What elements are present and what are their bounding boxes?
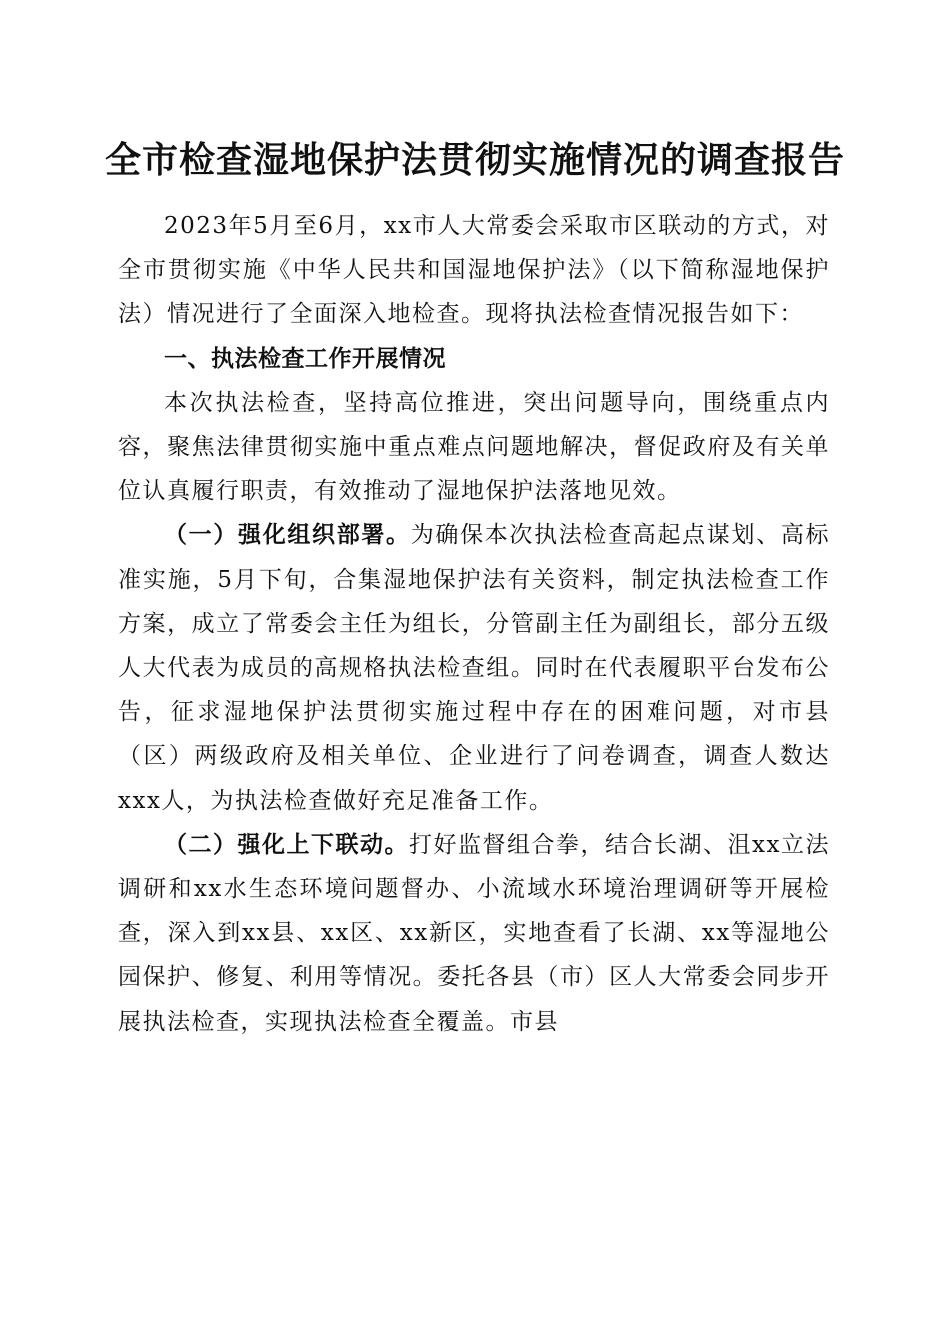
- item-lead-1: （一）强化组织部署。: [164, 522, 411, 549]
- item-paragraph-2: [118, 823, 830, 1044]
- item-paragraph-1: [118, 513, 830, 822]
- intro-paragraph: 2023年5月至6月，xx市人大常委会采取市区联动的方式，对全市贯彻实施《中华人民共和国湿地保护法》（以下简称湿地保护法）情况进行了全面深入地检查。现将执法检查情况报告如下：: [118, 213, 830, 328]
- item-text-2: 打好监督组合拳，结合长湖、沮xx立法调研和xx水生态环境问题督办、小流域水环境治理调研等开展检查，深入到xx县、xx区、xx新区，实地查看了长湖、xx等湿地公园保护、修复、利用等情况。委托各县（市）区人大常委会同步开展执法检查，实现执法检查全覆盖。市县: [118, 831, 831, 1035]
- item-text-1: 为确保本次执法检查高起点谋划、高标准实施，5月下旬，合集湿地保护法有关资料，制定执法检查工作方案，成立了常委会主任为组长，分管副主任为副组长，部分五级人大代表为成员的高规格执法检查组。同时在代表履职平台发布公告，征求湿地保护法贯彻实施过程中存在的困难问题，对市县（区）两级政府及相关单位、企业进行了问卷调查，调查人数达xxx人，为执法检查做好充足准备工作。: [118, 522, 831, 814]
- document-body: [118, 204, 830, 1044]
- document-title: 全市检查湿地保护法贯彻实施情况的调查报告: [104, 139, 845, 181]
- section-heading: 一、执法检查工作开展情况: [164, 345, 446, 372]
- item-lead-2: （二）强化上下联动。: [164, 831, 410, 858]
- section-intro-paragraph: 本次执法检查，坚持高位推进，突出问题导向，围绕重点内容，聚焦法律贯彻实施中重点难点问题地解决，督促政府及有关单位认真履行职责，有效推动了湿地保护法落地见效。: [118, 389, 830, 505]
